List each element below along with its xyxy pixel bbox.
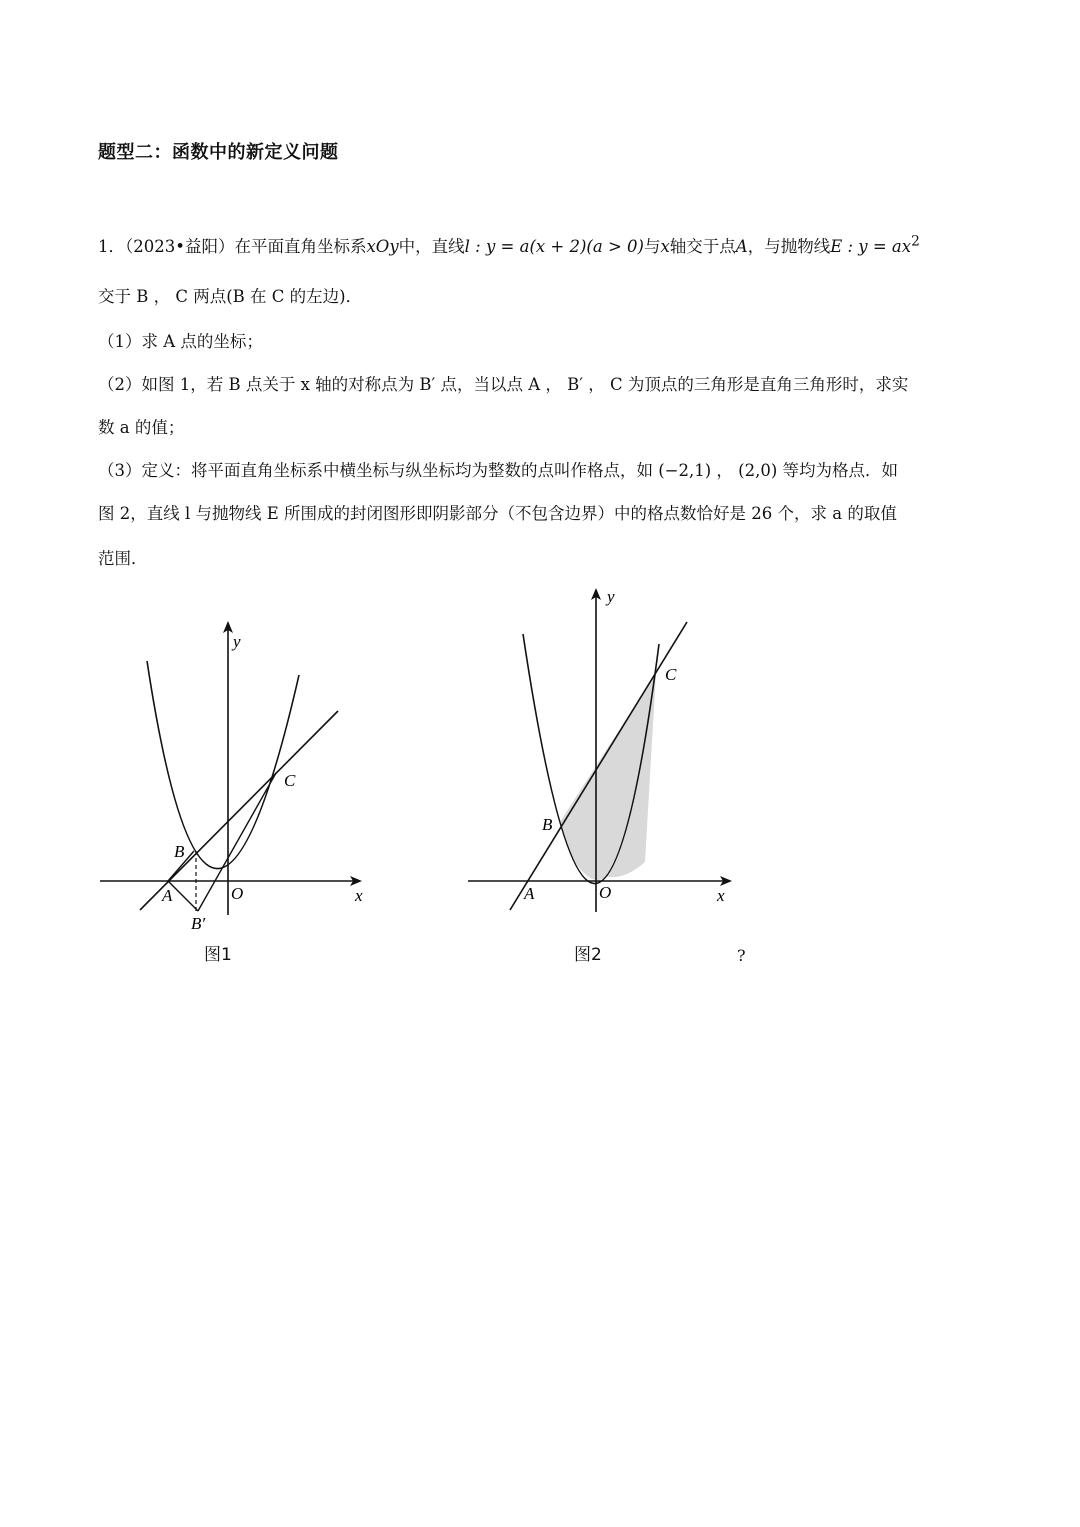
text-segment: 轴交于点 (669, 237, 736, 256)
segment-a-bprime (168, 881, 198, 911)
label-a: A (524, 884, 535, 903)
exponent: 2 (911, 233, 920, 250)
problem-number: 1． (98, 237, 125, 256)
text-segment: 在平面直角坐标系 (234, 237, 367, 256)
coord-system-name: xOy (366, 237, 399, 256)
section-heading: 题型二：函数中的新定义问题 (98, 142, 339, 163)
question-2-line-2: 数 a 的值； (98, 418, 185, 437)
line-l (140, 711, 338, 910)
text-segment: 中，直线 (398, 237, 465, 256)
figure-1-caption: 图1 (204, 945, 232, 965)
figure-1 (90, 615, 390, 945)
problem-line-1 (98, 233, 920, 257)
figure-1-svg (90, 615, 390, 945)
label-x: x (355, 886, 363, 905)
parabola (147, 661, 299, 869)
question-3-line-3: 范围． (98, 549, 148, 568)
label-a: A (162, 886, 173, 905)
question-3-line-1: （3）定义：将平面直角坐标系中横坐标与纵坐标均为整数的点叫作格点，如 (−2,1) ， (2,0) 等均为格点．如 (98, 461, 899, 480)
problem-source: （2023•益阳） (125, 237, 235, 256)
stray-question-mark: ? (737, 946, 746, 965)
label-o: O (599, 883, 612, 902)
label-b: B (174, 842, 185, 861)
label-bprime: B′ (191, 914, 206, 933)
point-a: A (735, 237, 748, 256)
figure-2-svg (460, 582, 760, 942)
x-var: x (660, 237, 670, 256)
text-segment: ，与抛物线 (747, 237, 831, 256)
label-o: O (231, 884, 244, 903)
label-y: y (607, 587, 615, 606)
label-x: x (717, 886, 725, 905)
question-2-line-1: （2）如图 1，若 B 点关于 x 轴的对称点为 B′ 点，当以点 A ， B′ ， C 为顶点的三角形是直角三角形时，求实 (98, 375, 909, 394)
question-1: （1）求 A 点的坐标； (98, 332, 263, 351)
figure-2-caption: 图2 (574, 945, 602, 965)
label-b: B (542, 815, 553, 834)
label-y: y (233, 632, 241, 651)
figure-2 (460, 582, 760, 942)
parabola-equation: E : y = ax (830, 237, 912, 256)
text-segment: 与 (643, 237, 661, 256)
label-c: C (284, 771, 296, 790)
problem-line-2: 交于 B ， C 两点(B 在 C 的左边)． (98, 287, 363, 306)
line-equation: l : y = a(x + 2)(a > 0) (464, 237, 644, 256)
label-c: C (665, 665, 677, 684)
question-3-line-2: 图 2，直线 l 与抛物线 E 所围成的封闭图形即阴影部分（不包含边界）中的格点数恰好是 26 个，求 a 的取值 (98, 504, 897, 523)
